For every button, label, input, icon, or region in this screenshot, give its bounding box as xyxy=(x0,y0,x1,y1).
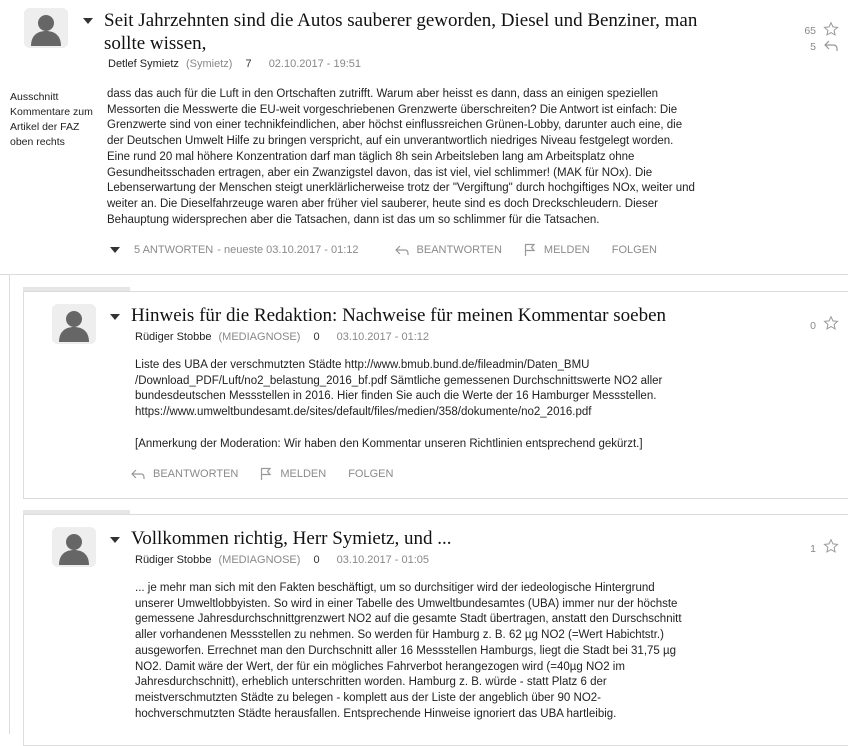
reply-actions xyxy=(131,467,415,481)
comment-count: 7 xyxy=(245,58,252,70)
author-name[interactable]: Rüdiger Stobbe xyxy=(135,331,212,343)
reply-meta xyxy=(135,554,429,566)
author-handle: (Symietz) xyxy=(185,58,233,70)
star-icon[interactable] xyxy=(823,315,839,331)
replies-caret-icon[interactable] xyxy=(110,247,120,253)
share-icon[interactable] xyxy=(824,40,838,52)
caret-down-icon[interactable] xyxy=(110,314,120,320)
follow-label: FOLGEN xyxy=(348,468,394,480)
report-label: MELDEN xyxy=(280,468,327,480)
author-handle: (MEDIAGNOSE) xyxy=(218,331,301,343)
timestamp: 03.10.2017 - 01:05 xyxy=(336,554,430,566)
timestamp: 03.10.2017 - 01:12 xyxy=(336,331,430,343)
user-avatar-icon xyxy=(52,527,96,567)
report-button[interactable] xyxy=(260,467,326,481)
reply-button[interactable] xyxy=(131,468,238,480)
reply-title[interactable]: Hinweis für die Redaktion: Nachweise für meinen Kommentar soeben xyxy=(131,305,667,326)
follow-label: FOLGEN xyxy=(611,244,657,256)
caret-down-icon[interactable] xyxy=(83,18,93,24)
timestamp: 02.10.2017 - 19:51 xyxy=(268,58,362,70)
thread-divider xyxy=(0,274,848,275)
author-name[interactable]: Detlef Symietz xyxy=(108,58,179,70)
flag-icon xyxy=(524,243,536,257)
author-name[interactable]: Rüdiger Stobbe xyxy=(135,554,212,566)
avatar[interactable] xyxy=(24,8,68,48)
replies-label: 5 ANTWORTEN xyxy=(134,244,214,256)
reply-body xyxy=(135,358,695,468)
thread-rail xyxy=(9,275,10,734)
share-count: 5 xyxy=(810,41,816,53)
vote-count: 65 xyxy=(804,25,816,37)
reply-title[interactable]: Vollkommen richtig, Herr Symietz, und ... xyxy=(131,528,452,549)
reply-meta xyxy=(135,331,429,343)
avatar[interactable] xyxy=(52,304,96,344)
reply-label: BEANTWORTEN xyxy=(416,244,502,256)
report-button[interactable] xyxy=(524,243,590,257)
star-icon[interactable] xyxy=(823,538,839,554)
reply-body: ... je mehr man sich mit den Fakten beschäftigt, um so durchsitiger wird der iedeologische Hintergrund unserer Umweltlobbyisten. So wird in einer Tabelle des Umweltbundesamtes (UBA) immer nur der höchste gemessene Jahresdurchschnittgrenzwert NO2 auf die gesamte Stadt übertragen, anstatt den Durschschnitt aller vorhandenen Messstellen zu nehmen. So werden für Hamburg z. B. 62 µg NO2 (=Wert Habichtstr.) ausgeworfen. Errechnet man den Durchschnitt aller 16 Messstellen Hamburgs, liegt die Stadt bei 31,75 µg NO2. Damit wäre der Wert, der für ein mögliches Fahrverbot herangezogen wird (=40µg NO2 im Jahresdurchschnitt), erheblich unterschritten worden. Hamburg z. B. würde - statt Platz 6 der meistverschmutzten Städte zu belegen - komplett aus der Liste der angeblich über 90 NO2-hochverschmutzten Städte herausfallen. Entsprechende Hinweise ignoriert das UBA hartleibig. xyxy=(135,582,682,720)
comment-title[interactable]: Seit Jahrzehnten sind die Autos sauberer geworden, Diesel und Benziner, man sollte wissen, xyxy=(104,10,698,54)
reply-label: BEANTWORTEN xyxy=(153,468,239,480)
vote-count: 1 xyxy=(810,543,816,555)
replies-latest: - neueste 03.10.2017 - 01:12 xyxy=(217,244,359,256)
user-avatar-icon xyxy=(24,8,68,48)
comment-count: 0 xyxy=(313,331,320,343)
reply-arrow-icon xyxy=(395,245,409,256)
moderation-note: [Anmerkung der Moderation: Wir haben den Kommentar unseren Richtlinien entsprechend gekürzt.] xyxy=(135,437,643,450)
author-handle: (MEDIAGNOSE) xyxy=(218,554,301,566)
report-label: MELDEN xyxy=(543,244,590,256)
star-icon[interactable] xyxy=(823,21,839,37)
replies-toggle[interactable] xyxy=(134,244,213,256)
flag-icon xyxy=(260,467,272,481)
follow-button[interactable] xyxy=(612,244,657,256)
reply-arrow-icon xyxy=(131,469,145,480)
comment-body: dass das auch für die Luft in den Ortschaften zutrifft. Warum aber heisst es dann, dass an einigen speziellen Messorten die Messwerte die EU-weit vorgeschriebenen Grenzwerte überschreiten? Die Antwort ist einfach: Die Grenzwerte sind von einer technikfeindlichen, aber höchst einflussreichen Grünen-Lobby, darunter auch eine, die der Deutschen Umwelt Hilfe zu bringen verspricht, auf ein unverantwortlich niedriges Niveau festgelegt worden. Eine rund 20 mal höhere Konzentration darf man täglich 8h sein Arbeitsleben lang am Arbeitsplatz ohne Gesundheitsschaden ertragen, aber ein Zwanzigstel davon, das ist viel, viel schlimmer! (MAK für NOx). Die Lebenserwartung der Menschen steigt unerklärlicherweise trotz der "Vergiftung" durch hochgiftiges NOx, weiter und weiter an. Die Dieselfahrzeuge waren aber früher viel sauberer, heute sind es doch Dreckschleudern. Dieser Behauptung widersprechen aber die Tatsachen, dann ist das um so schlimmer für die Tatsachen. xyxy=(107,88,695,226)
caret-down-icon[interactable] xyxy=(110,537,120,543)
reply-body-text: Liste des UBA der verschmutzten Städte http://www.bmub.bund.de/fileadmin/Daten_BMU /Download_PDF/Luft/no2_belastung_2016_bf.pdf Sämtliche gemessenen Durchschnittswerte NO2 aller bundesdeutschen Messstellen in 2016. Hier finden Sie auch die Werte der 16 Hamburger Messstellen. https://www.umweltbundesamt.de/sites/default/files/medien/358/dokumente/no2_2016.pdf xyxy=(135,359,663,419)
vote-count: 0 xyxy=(810,320,816,332)
comment-count: 0 xyxy=(313,554,320,566)
follow-button[interactable] xyxy=(348,468,393,480)
reply-button[interactable] xyxy=(395,244,502,256)
user-avatar-icon xyxy=(52,304,96,344)
comment-actions xyxy=(110,243,679,257)
side-note: Ausschnitt Kommentare zum Artikel der FAZ oben rechts xyxy=(10,91,93,148)
comment-meta xyxy=(108,58,361,70)
avatar[interactable] xyxy=(52,527,96,567)
